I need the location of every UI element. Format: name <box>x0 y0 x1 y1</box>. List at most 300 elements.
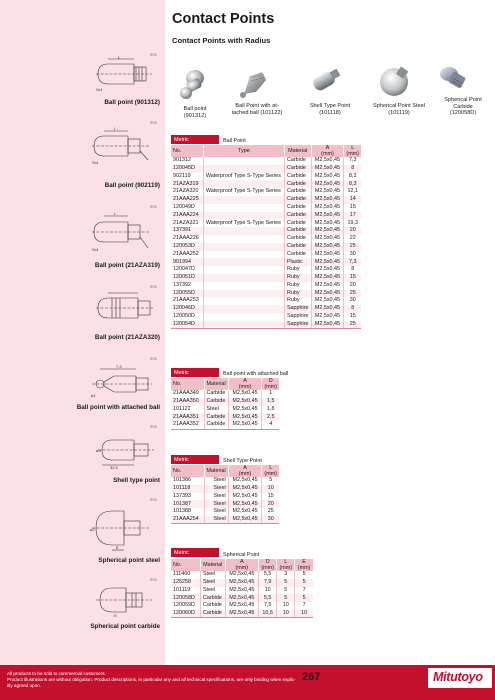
shell-type-photo <box>307 68 343 98</box>
table-row <box>171 266 361 274</box>
table-cell: Carbide <box>200 602 225 610</box>
table-cell: 21AAA254 <box>171 516 204 524</box>
column-header: Material <box>200 559 225 571</box>
page-subtitle: Contact Points with Radius <box>172 36 271 45</box>
table-cell: 10 <box>259 587 277 595</box>
table-row <box>171 579 313 587</box>
ball-point-table <box>171 145 361 329</box>
table-cell: 21AAA224 <box>171 212 203 220</box>
table-header-row <box>171 145 361 157</box>
table-cell: 14 <box>344 196 361 204</box>
svg-text:L: L <box>114 211 117 216</box>
photo-caption: Spherical Point Carbide (120058D) <box>444 97 482 117</box>
table-cell: 8,3 <box>348 172 357 179</box>
table-cell: M2,5x0,45 <box>311 204 344 212</box>
column-header: No. <box>171 145 203 157</box>
table-cell: Waterproof Type S-Type Series <box>203 188 284 196</box>
table-cell: Ruby <box>284 282 311 290</box>
table-header-row <box>171 378 279 390</box>
table-cell: 5 <box>295 579 313 587</box>
table-cell: 10 <box>277 602 295 610</box>
table-cell <box>203 274 284 282</box>
table-cell: 25 <box>267 508 274 515</box>
table-cell: 20 <box>262 500 279 508</box>
table-cell: 21AAA226 <box>171 235 203 243</box>
table-title: Ball Point <box>223 138 246 144</box>
table-row <box>171 282 361 290</box>
metric-tab: Metric <box>171 135 219 144</box>
table-cell <box>203 297 284 305</box>
svg-text:Sr4: Sr4 <box>92 160 99 165</box>
table-cell: 7 <box>302 602 306 609</box>
table-cell: Carbide <box>284 243 311 251</box>
table-cell <box>203 165 284 173</box>
table-row <box>171 305 361 313</box>
table-cell: 101122 <box>171 406 204 414</box>
table-cell: Carbide <box>204 421 228 429</box>
unit-label: mm <box>150 120 157 125</box>
table-cell: 120049D <box>171 204 203 212</box>
table-cell: 17 <box>344 212 361 220</box>
table-row <box>171 390 279 398</box>
spherical-steel-drawing <box>90 503 156 553</box>
table-cell: 1,8 <box>266 405 275 412</box>
attached-ball-photo <box>236 66 272 100</box>
table-cell: 1,5 <box>262 398 279 406</box>
table-cell: Carbide <box>204 398 228 406</box>
table-row <box>171 290 361 298</box>
table-cell: M2,5x0,45 <box>311 157 344 165</box>
table-cell: 137391 <box>171 227 203 235</box>
table-cell: M2,5x0,45 <box>311 235 344 243</box>
table-cell: 7,3 <box>348 157 357 164</box>
table-cell: 5 <box>277 579 295 587</box>
table-cell: 30 <box>349 250 356 257</box>
column-header: No. <box>171 465 204 477</box>
table-cell: 5,5 <box>259 594 277 602</box>
table-cell: Carbide <box>284 196 311 204</box>
drawing-caption: Ball point (901312) <box>104 99 160 106</box>
table-row <box>171 196 361 204</box>
table-cell: 21AZA319 <box>171 180 203 188</box>
table-cell: 8 <box>351 266 355 273</box>
table-title: Ball point with attached ball <box>223 371 289 377</box>
table-cell: Carbide <box>284 157 311 165</box>
table-cell: 21AZA321 <box>171 219 203 227</box>
column-header: A (mm) <box>225 559 259 571</box>
table-cell: M2,5x0,45 <box>225 610 259 618</box>
svg-text:E: E <box>116 545 119 550</box>
column-header: D (mm) <box>262 378 279 390</box>
table-cell: Steel <box>204 493 228 501</box>
table-cell: 15 <box>344 274 361 282</box>
table-cell: Carbide <box>284 235 311 243</box>
table-cell: Steel <box>200 587 225 595</box>
table-cell: 10,5 <box>259 610 277 618</box>
table-cell: 902119 <box>171 173 203 181</box>
table-cell <box>203 243 284 251</box>
metric-tab: Metric <box>171 548 219 557</box>
table-cell: 120053D <box>171 243 203 251</box>
svg-text:E: E <box>114 613 117 618</box>
column-header: Material <box>204 465 228 477</box>
table-cell: 21AAA350 <box>171 398 204 406</box>
table-row <box>171 313 361 321</box>
drawing-caption: Spherical point carbide <box>90 623 160 630</box>
table-cell: 21AZA320 <box>171 188 203 196</box>
table-cell: 21AAA349 <box>171 390 204 398</box>
table-row <box>171 243 361 251</box>
table-cell: Ruby <box>284 290 311 298</box>
column-header: L (mm) <box>262 465 279 477</box>
unit-label: mm <box>150 356 157 361</box>
table-cell: M2,5x0,45 <box>311 297 344 305</box>
table-cell: M2,5x0,45 <box>228 493 262 501</box>
table-row <box>171 251 361 259</box>
drawing-caption: Ball point (21AZA320) <box>94 334 160 341</box>
shell-type-table <box>171 465 279 524</box>
table-title: Spherical Point <box>223 552 260 558</box>
table-cell: Ruby <box>284 266 311 274</box>
table-cell: M2,5x0,45 <box>225 587 259 595</box>
table-cell: 21AAA225 <box>171 196 203 204</box>
drawing-caption: Ball point (902119) <box>104 182 160 189</box>
table-cell: M2,5x0,45 <box>311 290 344 298</box>
table-cell: 120059D <box>171 602 200 610</box>
table-cell: 101388 <box>171 508 204 516</box>
table-row <box>171 297 361 305</box>
table-cell: M2,5x0,45 <box>228 398 262 406</box>
spherical-point-table <box>171 559 313 618</box>
table-cell: 111460 <box>171 571 200 579</box>
svg-text:L: L <box>114 126 117 131</box>
table-cell: Carbide <box>200 594 225 602</box>
table-cell: Waterproof Type S-Type Series <box>203 173 284 181</box>
svg-text:Sr4: Sr4 <box>96 87 103 92</box>
table-cell: M2,5x0,45 <box>228 390 262 398</box>
table-cell: 101119 <box>171 587 200 595</box>
table-row <box>171 485 279 493</box>
unit-label: mm <box>150 204 157 209</box>
table-row <box>171 594 313 602</box>
svg-text:L: L <box>118 56 121 60</box>
metric-tab: Metric <box>171 368 219 377</box>
table-cell: M2,5x0,45 <box>311 274 344 282</box>
svg-text:ø1: ø1 <box>91 393 96 398</box>
ball-point-902119-drawing <box>90 126 156 166</box>
table-cell: Steel <box>204 477 228 485</box>
table-cell: Carbide <box>284 173 311 181</box>
drawing-caption: Ball point with attached ball <box>76 404 160 411</box>
table-cell <box>203 204 284 212</box>
table-cell: 101386 <box>171 477 204 485</box>
table-cell <box>203 227 284 235</box>
page-title: Contact Points <box>172 11 275 27</box>
unit-label: mm <box>150 497 157 502</box>
table-cell <box>203 305 284 313</box>
attached-ball-drawing <box>90 364 156 404</box>
table-cell: M2,5x0,45 <box>228 477 262 485</box>
table-cell: 120054D <box>171 321 203 329</box>
table-row <box>171 173 361 181</box>
table-cell <box>203 157 284 165</box>
table-cell: 5 <box>277 594 295 602</box>
table-cell: M2,5x0,45 <box>311 282 344 290</box>
ball-point-21aza319-drawing <box>90 210 156 254</box>
table-cell: M2,5x0,45 <box>311 212 344 220</box>
table-cell: Sapphire <box>284 305 311 313</box>
table-row <box>171 165 361 173</box>
svg-text:ø4: ø4 <box>96 448 101 453</box>
table-cell: 120047D <box>171 266 203 274</box>
table-cell: 8,3 <box>344 180 361 188</box>
table-row <box>171 571 313 579</box>
table-row <box>171 602 313 610</box>
table-row <box>171 321 361 329</box>
column-header: D (mm) <box>259 559 277 571</box>
table-cell: 2,5 <box>262 413 279 421</box>
table-cell: 901312 <box>171 157 203 165</box>
table-cell: M2,5x0,45 <box>311 313 344 321</box>
table-cell: M2,5x0,45 <box>311 243 344 251</box>
table-cell: 7,9 <box>259 579 277 587</box>
metric-tab: Metric <box>171 455 219 464</box>
table-row <box>171 204 361 212</box>
table-cell: 120051D <box>171 274 203 282</box>
table-cell: M2,5x0,45 <box>311 196 344 204</box>
column-header: A (mm) <box>228 378 262 390</box>
photo-caption: Shell Type Point (101118) <box>309 103 351 116</box>
drawing-caption: Ball point (21AZA319) <box>94 262 160 269</box>
table-cell: M2,5x0,45 <box>311 305 344 313</box>
table-row <box>171 219 361 227</box>
table-cell: M2,5x0,45 <box>228 421 262 429</box>
table-cell: M2,5x0,45 <box>311 188 344 196</box>
table-cell: Carbide <box>200 610 225 618</box>
svg-text:ø2: ø2 <box>90 527 95 532</box>
table-cell: M2,5x0,45 <box>225 594 259 602</box>
table-cell: Steel <box>200 579 225 587</box>
table-cell: Steel <box>204 406 228 414</box>
column-header: A (mm) <box>228 465 262 477</box>
table-row <box>171 180 361 188</box>
table-cell: Carbide <box>284 227 311 235</box>
table-cell: Carbide <box>284 204 311 212</box>
table-cell: 21AAA253 <box>171 297 203 305</box>
table-cell: M2,5x0,45 <box>311 173 344 181</box>
table-row <box>171 406 279 414</box>
table-row <box>171 421 279 429</box>
table-cell: Carbide <box>284 251 311 259</box>
table-cell: 137392 <box>171 282 203 290</box>
table-cell <box>203 321 284 329</box>
photo-caption: Ball point (901312) <box>183 106 207 119</box>
table-cell: Steel <box>204 516 228 524</box>
table-cell: Waterproof Type S-Type Series <box>203 219 284 227</box>
table-cell: M2,5x0,45 <box>311 251 344 259</box>
table-cell: 25 <box>344 243 361 251</box>
attached-ball-table <box>171 378 279 430</box>
table-cell <box>203 258 284 266</box>
table-cell: 20 <box>349 281 356 288</box>
column-header: Material <box>204 378 228 390</box>
table-cell: 120045D <box>171 165 203 173</box>
table-cell: 21AAA252 <box>171 251 203 259</box>
table-cell: M2,5x0,45 <box>225 602 259 610</box>
ball-point-21aza320-drawing <box>96 290 156 326</box>
table-cell: 15 <box>349 313 356 320</box>
svg-text:32.5: 32.5 <box>110 465 118 470</box>
table-cell: 5 <box>269 477 273 484</box>
table-cell: M2,5x0,45 <box>225 579 259 587</box>
unit-label: mm <box>150 424 157 429</box>
unit-label: mm <box>150 52 157 57</box>
page-number: 267 <box>302 671 321 683</box>
table-row <box>171 493 279 501</box>
footer-note: All products to be sold to commercial customers. Product illustrations are without obligation. Product descriptions, in particular any and all technical specifications, are only binding when explic- itly agreed upon. <box>7 671 296 688</box>
column-header: No. <box>171 378 204 390</box>
table-cell: 7,5 <box>259 602 277 610</box>
photo-caption: Spherical Point Steel (101119) <box>373 103 425 116</box>
table-cell: Steel <box>204 500 228 508</box>
table-cell: M2,5x0,45 <box>311 227 344 235</box>
table-cell: M2,5x0,45 <box>311 258 344 266</box>
brand-logo: Mitutoyo <box>433 670 483 684</box>
table-cell: Sapphire <box>284 313 311 321</box>
table-header-row <box>171 465 279 477</box>
table-cell: 1 <box>269 390 273 397</box>
column-header: E (mm) <box>295 559 313 571</box>
table-cell: M2,5x0,45 <box>228 406 262 414</box>
drawing-caption: Spherical point steel <box>98 557 160 564</box>
table-row <box>171 235 361 243</box>
table-cell: 25 <box>344 290 361 298</box>
table-row <box>171 157 361 165</box>
table-cell: Carbide <box>284 180 311 188</box>
table-cell: M2,5x0,45 <box>311 266 344 274</box>
table-cell: M2,5x0,45 <box>311 219 344 227</box>
table-cell: 10 <box>295 610 313 618</box>
table-cell: M2,5x0,45 <box>311 180 344 188</box>
table-cell: 137393 <box>171 493 204 501</box>
table-cell: Carbide <box>284 165 311 173</box>
table-cell: 15 <box>349 203 356 210</box>
table-cell <box>203 196 284 204</box>
table-cell: Steel <box>200 571 225 579</box>
table-row <box>171 413 279 421</box>
table-cell: M2,5x0,45 <box>228 413 262 421</box>
table-cell <box>203 313 284 321</box>
svg-text:Sr4: Sr4 <box>92 247 99 252</box>
table-cell <box>203 251 284 259</box>
table-row <box>171 398 279 406</box>
table-cell: 21AAA351 <box>171 413 204 421</box>
table-cell: 5 <box>302 571 306 578</box>
table-row <box>171 516 279 524</box>
table-cell: 120058D <box>171 594 200 602</box>
table-cell: Carbide <box>284 212 311 220</box>
table-cell: M2,5x0,45 <box>311 165 344 173</box>
table-cell: 120050D <box>171 313 203 321</box>
table-cell: Carbide <box>284 219 311 227</box>
table-cell: 125258 <box>171 579 200 587</box>
table-cell: 22 <box>349 235 356 242</box>
table-cell: 120046D <box>171 305 203 313</box>
spherical-carbide-photo <box>436 64 470 94</box>
table-title: Shell Type Point <box>223 458 262 464</box>
spherical-steel-photo <box>378 64 412 100</box>
table-cell: 25 <box>344 321 361 329</box>
table-cell: 30 <box>262 516 279 524</box>
column-header: L (mm) <box>277 559 295 571</box>
table-cell: 19,3 <box>347 219 358 226</box>
table-cell <box>203 282 284 290</box>
unit-label: mm <box>150 284 157 289</box>
ball-point-photo <box>178 66 208 102</box>
table-row <box>171 188 361 196</box>
table-cell: 21AAA352 <box>171 421 204 429</box>
table-cell <box>203 290 284 298</box>
shell-type-drawing <box>96 430 156 470</box>
table-cell: Ruby <box>284 274 311 282</box>
table-cell: 3 <box>277 571 295 579</box>
table-cell: 7 <box>302 586 306 593</box>
table-row <box>171 212 361 220</box>
table-header-row <box>171 559 313 571</box>
column-header: Type <box>203 145 284 157</box>
table-row <box>171 227 361 235</box>
table-cell <box>203 180 284 188</box>
unit-label: mm <box>150 577 157 582</box>
table-cell: 8 <box>344 165 361 173</box>
table-cell: 7,3 <box>344 258 361 266</box>
table-cell: 5 <box>277 587 295 595</box>
table-cell: 101387 <box>171 500 204 508</box>
column-header: A (mm) <box>311 145 344 157</box>
spherical-carbide-drawing <box>96 582 156 618</box>
table-cell: 5 <box>295 594 313 602</box>
table-row <box>171 274 361 282</box>
table-cell: 4 <box>262 421 279 429</box>
drawing-caption: Shell type point <box>113 477 160 484</box>
column-header: L (mm) <box>344 145 361 157</box>
table-cell: Steel <box>204 485 228 493</box>
table-cell: 20 <box>344 227 361 235</box>
svg-text:7.3: 7.3 <box>116 364 122 369</box>
table-cell: Plastic <box>284 258 311 266</box>
table-cell: Carbide <box>284 188 311 196</box>
table-cell: 101118 <box>171 485 204 493</box>
table-row <box>171 258 361 266</box>
table-cell: M2,5x0,45 <box>228 516 262 524</box>
table-row <box>171 587 313 595</box>
table-cell <box>203 266 284 274</box>
table-cell <box>203 235 284 243</box>
table-cell: M2,5x0,45 <box>228 500 262 508</box>
table-cell: 901994 <box>171 258 203 266</box>
table-cell: 10 <box>262 485 279 493</box>
table-cell: 120055D <box>171 290 203 298</box>
column-header: No. <box>171 559 200 571</box>
table-cell: M2,5x0,45 <box>311 321 344 329</box>
table-cell: M2,5x0,45 <box>228 485 262 493</box>
table-row <box>171 500 279 508</box>
table-row <box>171 477 279 485</box>
table-cell: M2,5x0,45 <box>228 508 262 516</box>
table-cell: 120060D <box>171 610 200 618</box>
table-cell: Steel <box>204 508 228 516</box>
table-cell: 15 <box>267 492 274 499</box>
